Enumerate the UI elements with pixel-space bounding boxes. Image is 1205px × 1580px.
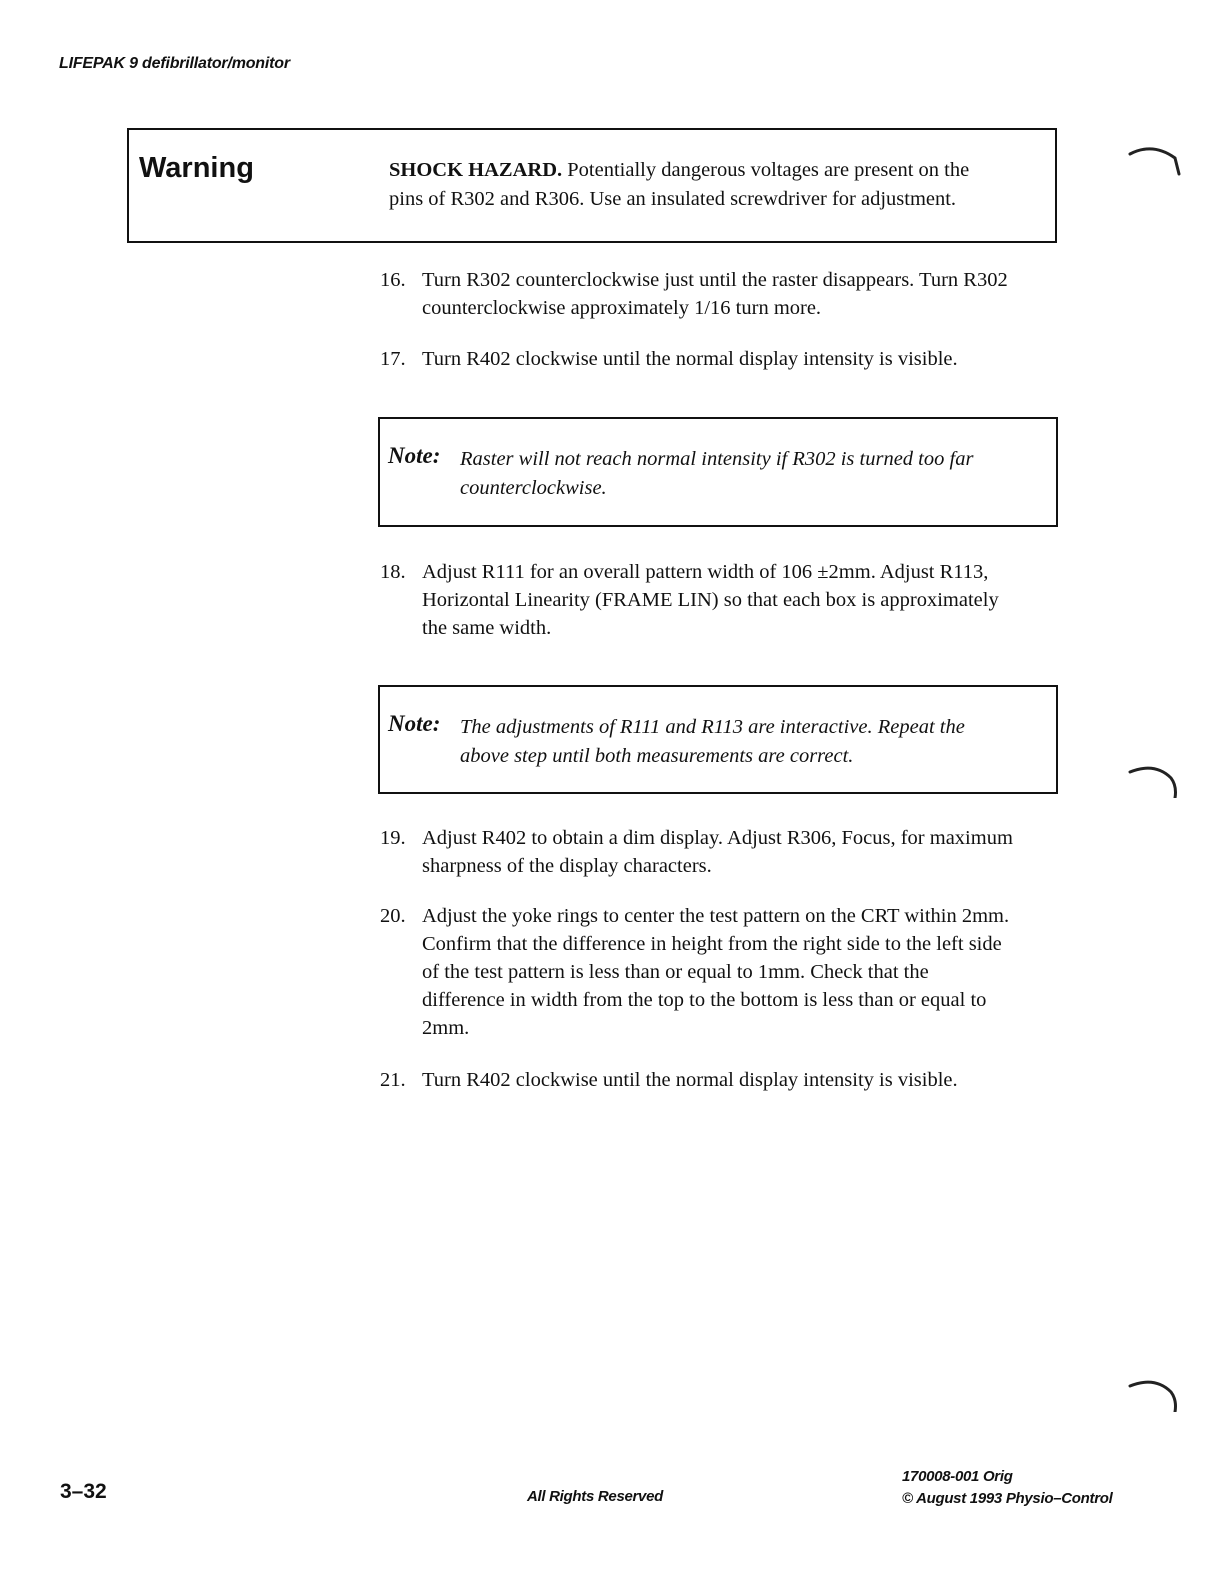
step-number: 18. [380, 561, 406, 583]
step-21 [380, 1066, 1070, 1094]
step-line: Adjust R402 to obtain a dim display. Adjust R306, Focus, for maximum [422, 827, 1013, 849]
step-line: counterclockwise approximately 1/16 turn more. [422, 297, 822, 319]
step-line: Horizontal Linearity (FRAME LIN) so that each box is approximately [422, 589, 999, 611]
footer-copyright: © August 1993 Physio–Control [902, 1490, 1113, 1507]
warning-box [127, 128, 1057, 243]
step-line: Turn R402 clockwise until the normal display intensity is visible. [422, 1069, 958, 1091]
step-line: the same width. [422, 617, 552, 639]
warning-line2: pins of R302 and R306. Use an insulated screwdriver for adjustment. [389, 188, 957, 210]
step-number: 19. [380, 827, 406, 849]
step-number: 21. [380, 1069, 406, 1091]
step-line: Adjust R111 for an overall pattern width of 106 ±2mm. Adjust R113, [422, 561, 989, 583]
note-box [378, 417, 1058, 527]
warning-label: Warning [139, 152, 254, 184]
note-label: Note: [388, 711, 441, 736]
step-line: sharpness of the display characters. [422, 855, 712, 877]
note-text [460, 713, 1030, 771]
step-number: 17. [380, 348, 406, 370]
step-line: Turn R302 counterclockwise just until the raster disappears. Turn R302 [422, 269, 1008, 291]
footer-doc-number: 170008-001 Orig [902, 1468, 1013, 1485]
binder-tab-mark [1125, 762, 1185, 798]
note-line: counterclockwise. [460, 477, 607, 499]
step-17 [380, 345, 1070, 373]
running-header-title: LIFEPAK 9 defibrillator/monitor [59, 55, 290, 72]
step-number: 20. [380, 905, 406, 927]
page-number: 3–32 [60, 1480, 107, 1503]
note-line: The adjustments of R111 and R113 are interactive. Repeat the [460, 716, 965, 738]
step-line: Confirm that the difference in height from the right side to the left side [422, 933, 1002, 955]
note-line: Raster will not reach normal intensity if R302 is turned too far [460, 448, 974, 470]
binder-tab-mark [1125, 140, 1185, 176]
warning-text [389, 156, 1029, 214]
warning-line1: Potentially dangerous voltages are present on the [562, 159, 970, 181]
step-line: difference in width from the top to the bottom is less than or equal to [422, 989, 987, 1011]
step-line: 2mm. [422, 1017, 470, 1039]
step-19 [380, 824, 1070, 880]
note-label: Note: [388, 443, 441, 468]
step-line: Turn R402 clockwise until the normal display intensity is visible. [422, 348, 958, 370]
footer-rights: All Rights Reserved [527, 1488, 664, 1505]
step-line: of the test pattern is less than or equal to 1mm. Check that the [422, 961, 929, 983]
step-line: Adjust the yoke rings to center the test pattern on the CRT within 2mm. [422, 905, 1010, 927]
binder-tab-mark [1125, 1376, 1185, 1412]
note-box [378, 685, 1058, 794]
note-text [460, 445, 1030, 503]
step-number: 16. [380, 269, 406, 291]
step-18 [380, 558, 1070, 642]
note-line: above step until both measurements are correct. [460, 745, 854, 767]
step-20 [380, 902, 1070, 1042]
footer-doc-info [902, 1466, 1112, 1510]
warning-lead: SHOCK HAZARD. [389, 159, 563, 181]
step-16 [380, 266, 1070, 322]
